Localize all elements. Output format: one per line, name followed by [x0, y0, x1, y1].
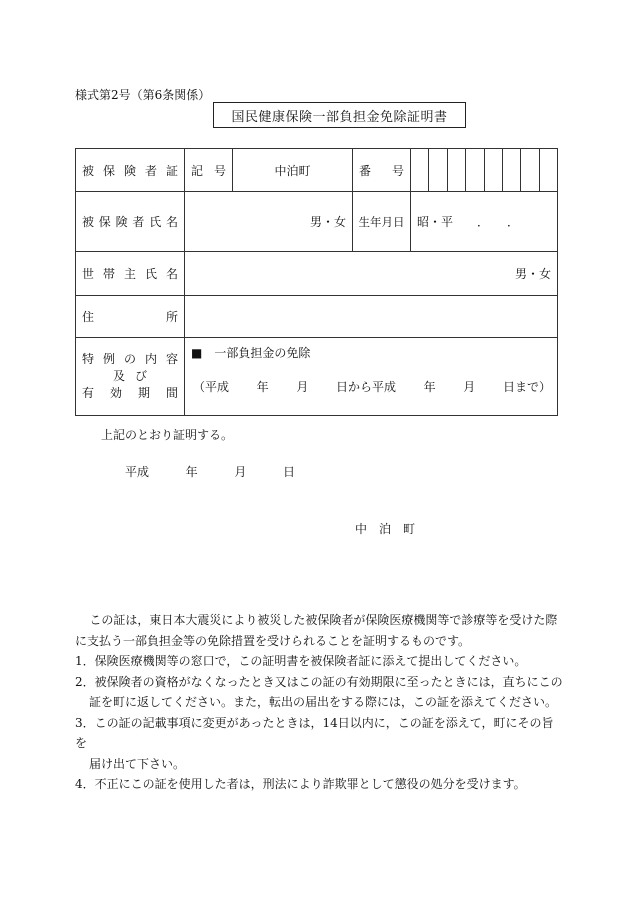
digit-box[interactable]: [521, 149, 539, 191]
insurance-card-label-char: 保: [102, 163, 115, 178]
digit-box[interactable]: [466, 149, 484, 191]
insured-name-label-char: 氏: [149, 215, 162, 229]
note-item-2b: 証を町に返してください。また，転出の届出をする際には，この証を添えてください。: [89, 695, 558, 709]
special-case-row: [76, 338, 558, 416]
special-case-label-char: 内: [144, 352, 157, 366]
note-item-3a: 3．この証の記載事項に変更があったときは，14日以内に，この証を添えて，町にその旨を: [75, 715, 554, 750]
birthdate-label: 生年月日: [353, 192, 411, 252]
insurance-card-label: [76, 162, 184, 179]
digit-box[interactable]: [411, 149, 429, 191]
certify-statement: 上記のとおり証明する。: [101, 428, 234, 442]
special-case-label-char: 間: [165, 386, 178, 400]
validity-period-part: 日から平成: [335, 380, 396, 394]
insured-name-row: [76, 192, 558, 252]
bango-label-char: 番: [359, 163, 372, 178]
note-item-2a: 2．被保険者の資格がなくなったとき又はこの証の有効期限に至ったときには，直ちにこの: [75, 674, 563, 689]
document-title: 国民健康保険一部負担金免除証明書: [213, 102, 466, 128]
insured-name-label-char: 保: [98, 215, 111, 229]
householder-label-char: 帯: [102, 267, 115, 281]
validity-period-part: 年: [423, 380, 436, 394]
householder-label-char: 主: [123, 267, 136, 281]
kigo-value: 中泊町: [233, 149, 353, 192]
bango-label: [353, 162, 410, 179]
householder-label-char: 名: [165, 267, 178, 281]
validity-period-part: 月: [463, 380, 476, 394]
insured-name-label-char: 被: [82, 215, 95, 229]
digit-box[interactable]: [503, 149, 521, 191]
note-item-1: 1．保険医療機関等の窓口で，この証明書を被保険者証に添えて提出してください。: [75, 654, 527, 668]
insurance-card-label-char: 者: [144, 163, 157, 178]
digit-box[interactable]: [485, 149, 503, 191]
digit-box[interactable]: [540, 149, 557, 191]
address-label-char: 住: [82, 310, 95, 324]
digit-box[interactable]: [429, 149, 447, 191]
address-row: [76, 296, 558, 338]
householder-label: [76, 265, 184, 282]
insurance-card-label-char: 険: [123, 163, 136, 178]
validity-period-part: 日まで）: [502, 380, 551, 394]
birthdate-value[interactable]: 昭・平 ． ．: [411, 192, 558, 252]
special-case-label: [76, 338, 185, 416]
validity-period-part: 月: [296, 380, 309, 394]
validity-period-part: （平成: [193, 380, 230, 394]
note-item-4: 4．不正にこの証を使用した者は，刑法により詐欺罪として懲役の処分を受けます。: [75, 777, 526, 791]
certify-date-part: 年: [185, 465, 198, 479]
special-case-label-char: 特: [82, 352, 95, 366]
certify-date-part: 日: [282, 465, 295, 479]
insured-gender[interactable]: 男・女: [185, 192, 353, 252]
digit-box[interactable]: [448, 149, 466, 191]
form-number-label: 様式第2号（第6条関係）: [75, 88, 211, 102]
special-case-label-char: 容: [165, 352, 178, 366]
kigo-label-char: 号: [213, 163, 226, 178]
issuer-name: 中 泊 町: [355, 522, 416, 536]
householder-row: [76, 252, 558, 296]
note-item-3b: 届け出て下さい。: [89, 756, 186, 771]
validity-period: [185, 378, 557, 395]
special-case-label-char: 期: [137, 386, 150, 400]
special-case-label-char: 効: [109, 386, 122, 400]
bango-label-char: 号: [391, 163, 404, 178]
householder-gender[interactable]: 男・女: [185, 252, 558, 296]
insured-name-label: [76, 213, 184, 230]
certify-date-part: 平成: [125, 465, 150, 479]
insured-name-label-char: 者: [132, 215, 145, 229]
special-case-label-char: び: [135, 369, 148, 383]
insured-name-label-char: 名: [165, 215, 178, 229]
certificate-table: [75, 148, 558, 416]
address-label-char: 所: [165, 310, 178, 324]
special-case-label-char: 及: [112, 369, 125, 383]
address-label: [76, 308, 184, 325]
number-digit-boxes[interactable]: [411, 149, 557, 191]
address-field[interactable]: [185, 296, 558, 338]
insured-name-label-char: 険: [115, 215, 128, 229]
special-case-label-char: 例: [102, 352, 115, 366]
kigo-label: [185, 162, 232, 179]
special-case-content: ■ 一部負担金の免除: [191, 346, 311, 360]
insurance-card-label-char: 証: [165, 163, 178, 178]
householder-label-char: 氏: [144, 267, 157, 281]
certify-date-part: 月: [234, 465, 247, 479]
notes-intro-1: この証は，東日本大震災により被災した被保険者が保険医療機関等で診療等を受けた際: [89, 613, 558, 627]
insurance-card-row: [76, 149, 558, 192]
validity-period-part: 年: [256, 380, 269, 394]
notes-section: [75, 610, 565, 795]
certify-date[interactable]: [125, 462, 295, 482]
kigo-label-char: 記: [191, 163, 204, 178]
special-case-label-char: の: [123, 352, 136, 366]
insurance-card-label-char: 被: [82, 163, 95, 178]
notes-intro-2: に支払う一部負担金等の免除措置を受けられることを証明するものです。: [75, 633, 471, 648]
householder-label-char: 世: [82, 267, 95, 281]
special-case-label-char: 有: [82, 386, 95, 400]
